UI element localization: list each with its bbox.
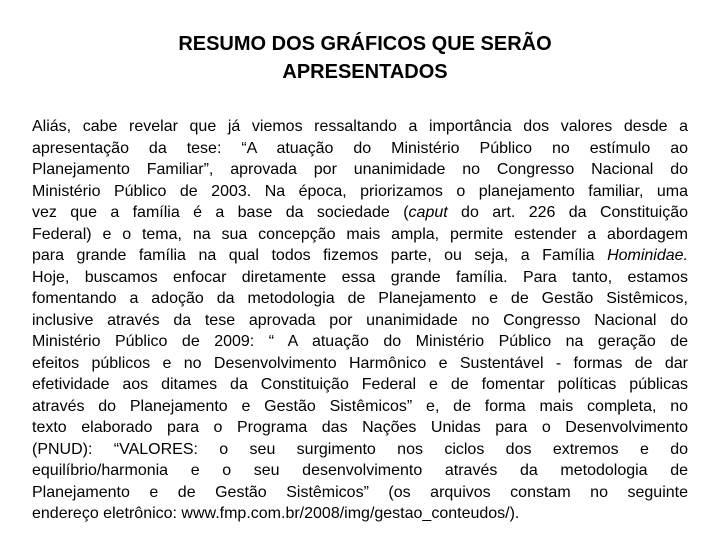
body-line: texto elaborado para o Programa das Nações Unidas para o Desenvolvimento xyxy=(32,419,688,436)
title-line-2: APRESENTADOS xyxy=(282,61,448,83)
title-line-1: RESUMO DOS GRÁFICOS QUE SERÃO xyxy=(178,33,552,55)
page-title xyxy=(100,30,630,86)
body-line: fomentando a adoção da metodologia de Planejamento e de Gestão Sistêmicos, xyxy=(32,290,688,307)
body-line: Planejamento Familiar”, aprovada por unanimidade no Congresso Nacional do xyxy=(32,161,688,178)
body-line: efetividade aos ditames da Constituição Federal e de fomentar políticas públicas xyxy=(32,376,688,393)
body-line: apresentação da tese: “A atuação do Ministério Público no estímulo ao xyxy=(32,139,688,157)
body-line: Federal) e o tema, na sua concepção mais ampla, permite estender a abordagem xyxy=(32,225,688,243)
body-text-segment: do art. 226 da Constituição xyxy=(447,204,689,221)
body-line: Planejamento e de Gestão Sistêmicos” (os arquivos constam no seguinte xyxy=(32,483,688,501)
body-paragraph xyxy=(32,116,688,525)
body-line: inclusive através da tese aprovada por unanimidade no Congresso Nacional do xyxy=(32,311,688,329)
body-line: efeitos públicos e no Desenvolvimento Harmônico e Sustentável - formas de dar xyxy=(32,354,688,372)
hominidae-italic: Hominidae. xyxy=(607,247,688,264)
body-line-hominidae xyxy=(32,245,688,267)
body-line: equilíbrio/harmonia e o seu desenvolvimento através da metodologia de xyxy=(32,462,688,479)
body-line: Hoje, buscamos enfocar diretamente essa grande família. Para tanto, estamos xyxy=(32,268,688,286)
body-line: através do Planejamento e Gestão Sistêmicos” e, de forma mais completa, no xyxy=(32,397,688,415)
body-line: endereço eletrônico: www.fmp.com.br/2008/img/gestao_conteudos/). xyxy=(32,505,520,522)
caput-italic: caput xyxy=(408,204,448,221)
body-line: Aliás, cabe revelar que já viemos ressaltando a importância dos valores desde a xyxy=(32,118,688,135)
body-text-segment: vez que a família é a base da sociedade ( xyxy=(32,204,409,221)
body-text-segment: para grande família na qual todos fizemos parte, ou seja, a Família xyxy=(32,247,608,264)
body-line: Ministério Público de 2003. Na época, priorizamos o planejamento familiar, uma xyxy=(32,182,688,200)
body-line: (PNUD): “VALORES: o seu surgimento nos ciclos dos extremos e do xyxy=(32,440,688,458)
body-line: Ministério Público de 2009: “ A atuação do Ministério Público na geração de xyxy=(32,333,688,350)
body-line-caput xyxy=(32,202,688,224)
